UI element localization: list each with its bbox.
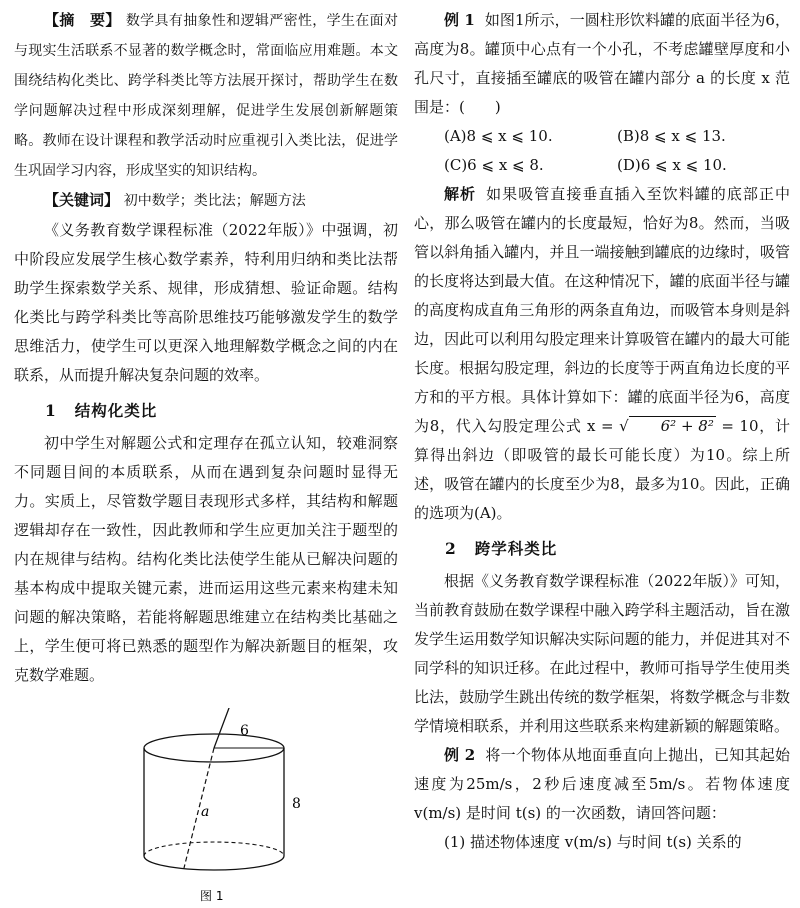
section2-title: 跨学科类比 [474, 539, 558, 558]
section2-heading [414, 534, 790, 563]
figure-caption: 图 1 [200, 889, 224, 903]
label-height: 8 [292, 796, 301, 812]
section1-title: 结构化类比 [74, 401, 158, 420]
analysis-text-after: = 10，计算得出斜边（即吸管的最长可能长度）为10。综上所述，吸管在罐内的长度至少为8，最多为10。因此，正确的选项为(A)。 [414, 417, 790, 522]
example2-text: 将一个物体从地面垂直向上抛出，已知其起始速度为25m/s，2秒后速度减至5m/s。若物体速度 v(m/s) 是时间 t(s) 的一次函数，请回答问题： [414, 746, 790, 822]
analysis-formula: 6² + 8² [629, 416, 716, 435]
keywords-text: 初中数学；类比法；解题方法 [123, 193, 306, 209]
option-c: (C)6 ⩽ x ⩽ 8. [444, 156, 544, 174]
option-a: (A)8 ⩽ x ⩽ 10. [444, 127, 553, 145]
cylinder-bottom-back [144, 842, 284, 856]
analysis-label: 解析 [444, 185, 477, 203]
cylinder-diagram [14, 708, 398, 908]
straw-inside [184, 748, 214, 868]
analysis-text: 如果吸管直接垂直插入至饮料罐的底部正中心，那么吸管在罐内的长度最短，恰好为8。然而，当吸管以斜角插入罐内，并且一端接触到罐底的边缘时，吸管的长度将达到最大值。在这种情况下，罐的底面半径与罐的高度构成直角三角形的两条直角边，而吸管本身则是斜边，因此可以利用勾股定理来计算吸管在罐内的最大可能长度。根据勾股定理，斜边的长度等于两直角边长度的平方和的平方根。具体计算如下：罐的底面半径为6，高度为8，代入勾股定理公式 x = [414, 185, 790, 435]
keywords [14, 186, 398, 216]
section2-paragraph: 根据《义务教育数学课程标准（2022年版）》可知，当前教育鼓励在数学课程中融入跨学科主题活动，旨在激发学生运用数学知识解决实际问题的能力，并促进其对不同学科的知识迁移。在此过程中，教师可指导学生使用类比法，鼓励学生跳出传统的数学框架，将数学概念与非数学情境相联系，并利用这些联系来构建新颖的解题策略。 [414, 572, 790, 735]
cylinder-bottom-front [144, 856, 284, 870]
abstract [14, 6, 398, 186]
option-b: (B)8 ⩽ x ⩽ 13. [617, 127, 726, 145]
label-radius: 6 [240, 723, 249, 739]
intro-paragraph: 《义务教育数学课程标准（2022年版）》中强调，初中阶段应发展学生核心数学素养，特利用归纳和类比法帮助学生探索数学关系、规律，形成猜想、验证命题。结构化类比与跨学科类比等高阶思维技巧能够激发学生的数学思维活力，使学生可以更深入地理解数学概念之间的内在联系，从而提升解决复杂问题的效率。 [14, 221, 398, 384]
example1-options [414, 122, 790, 180]
section1-paragraph: 初中学生对解题公式和定理存在孤立认知，较难洞察不同题目间的本质联系，从而在遇到复杂问题时显得无力。实质上，尽管数学题目表现形式多样，其结构和解题逻辑却存在一致性，因此教师和学生应更加关注于题型的内在规律与结构。结构化类比法使学生能从已解决问题的基本构成中提取关键元素，进而运用这些元素来构建未知问题的解决策略，若能将解题思维建立在结构类比基础之上，学生便可将已熟悉的题型作为解决新题目的框架，攻克数学难题。 [14, 434, 398, 684]
abstract-text: 数学具有抽象性和逻辑严密性，学生在面对与现实生活联系不显著的数学概念时，常面临应用难题。本文围绕结构化类比、跨学科类比等方法展开探讨，帮助学生在数学问题解决过程中形成深刻理解，促进学生发展创新解题策略。教师在设计课程和教学活动时应重视引入类比法，促进学生巩固学习内容，形成坚实的知识结构。 [14, 13, 398, 179]
analysis [414, 180, 790, 528]
abstract-label: 【摘 要】 [44, 11, 121, 29]
figure-1 [14, 708, 398, 908]
example2 [414, 741, 790, 828]
section2-number: 2 [445, 539, 457, 558]
right-column [414, 6, 790, 857]
example1 [414, 6, 790, 122]
left-column [14, 6, 398, 908]
straw-outside [214, 708, 232, 748]
label-a: a [201, 804, 210, 820]
example1-text: 如图1所示，一圆柱形饮料罐的底面半径为6，高度为8。罐顶中心点有一个小孔，不考虑罐壁厚度和小孔尺寸，直接插至罐底的吸管在罐内部分 a 的长度 x 范围是：( ) [414, 11, 790, 116]
sqrt-symbol: √ [619, 417, 629, 435]
section1-number: 1 [45, 401, 57, 420]
option-d: (D)6 ⩽ x ⩽ 10. [617, 156, 727, 174]
example2-label: 例 2 [444, 746, 476, 764]
example2-question-1: (1) 描述物体速度 v(m/s) 与时间 t(s) 关系的 [444, 833, 742, 851]
example1-label: 例 1 [444, 11, 475, 29]
section1-heading [14, 396, 398, 425]
keywords-label: 【关键词】 [44, 191, 120, 209]
